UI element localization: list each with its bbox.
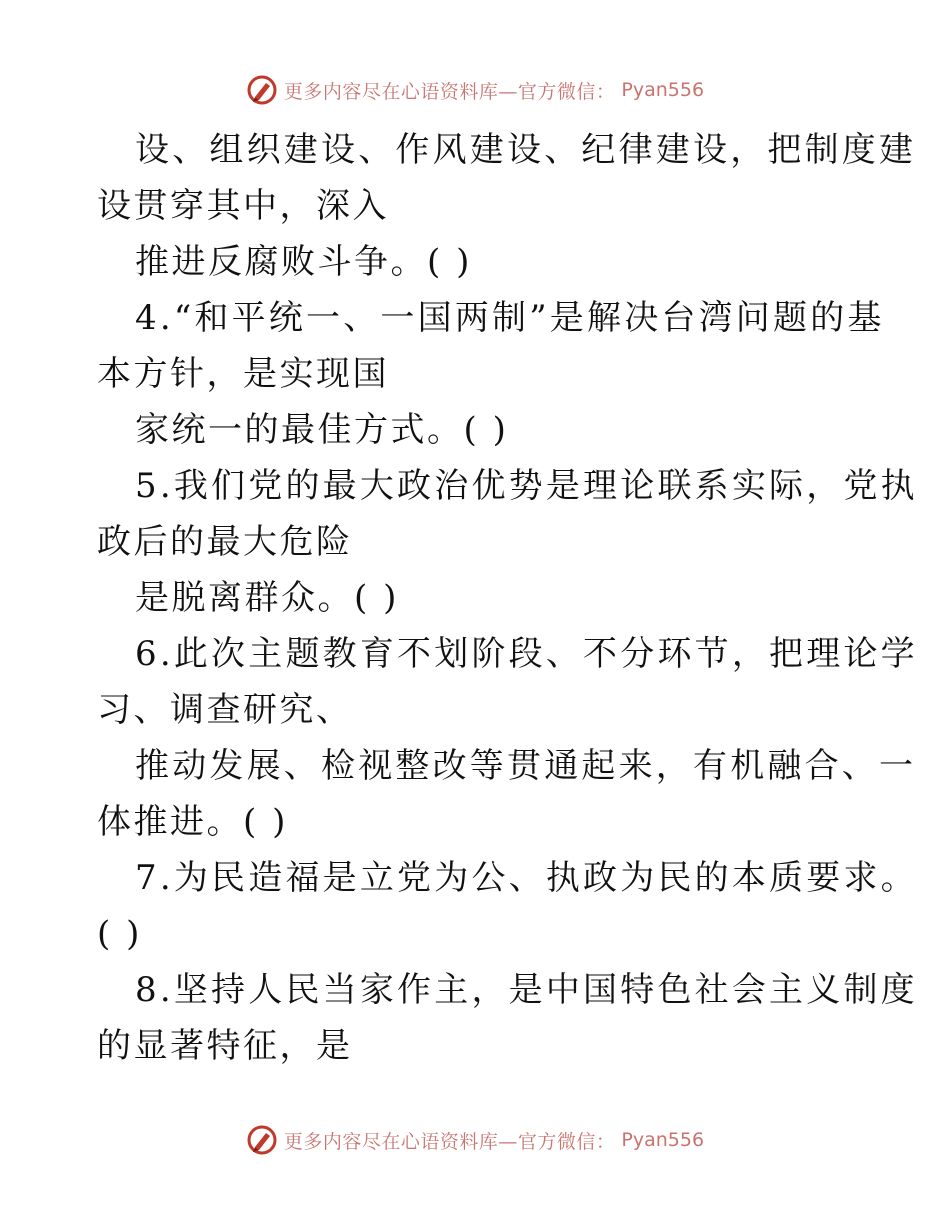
text-line: 6.此次主题教育不划阶段、不分环节，把理论学 [135,634,918,674]
text-line: 习、调查研究、 [97,690,353,730]
pen-logo-icon [246,74,278,106]
text-line: 是脱离群众。( ) [135,578,399,618]
text-line: 推动发展、检视整改等贯通起来，有机融合、一 [135,746,917,786]
text-line: 设、组织建设、作风建设、纪律建设，把制度建 [135,130,917,170]
text-line: 4.“和平统一、一国两制”是解决台湾问题的基 [135,298,885,338]
pen-logo-icon [246,1124,278,1156]
text-line: 的显著特征，是 [97,1026,353,1066]
text-line: 政后的最大危险 [97,522,353,562]
watermark-wechat-id: Pyan556 [621,1129,705,1151]
watermark-text: 更多内容尽在心语资料库—官方微信： [283,1130,616,1153]
watermark-wechat-id: Pyan556 [621,79,705,101]
text-line: 家统一的最佳方式。( ) [135,410,509,450]
text-line: 5.我们党的最大政治优势是理论联系实际，党执 [135,466,918,506]
text-line: 设贯穿其中，深入 [97,186,389,226]
text-line: ( ) [97,914,142,954]
text-line: 8.坚持人民当家作主，是中国特色社会主义制度 [135,970,918,1010]
footer-watermark [0,1122,950,1158]
watermark-group [246,1124,704,1156]
watermark-text: 更多内容尽在心语资料库—官方微信： [283,80,616,103]
header-watermark [0,72,950,108]
text-line: 7.为民造福是立党为公、执政为民的本质要求。 [135,858,918,898]
text-line: 本方针，是实现国 [97,354,389,394]
document-body [97,122,918,1074]
text-line: 推进反腐败斗争。( ) [135,242,472,282]
text-line: 体推进。( ) [97,802,288,842]
watermark-group [246,74,704,106]
